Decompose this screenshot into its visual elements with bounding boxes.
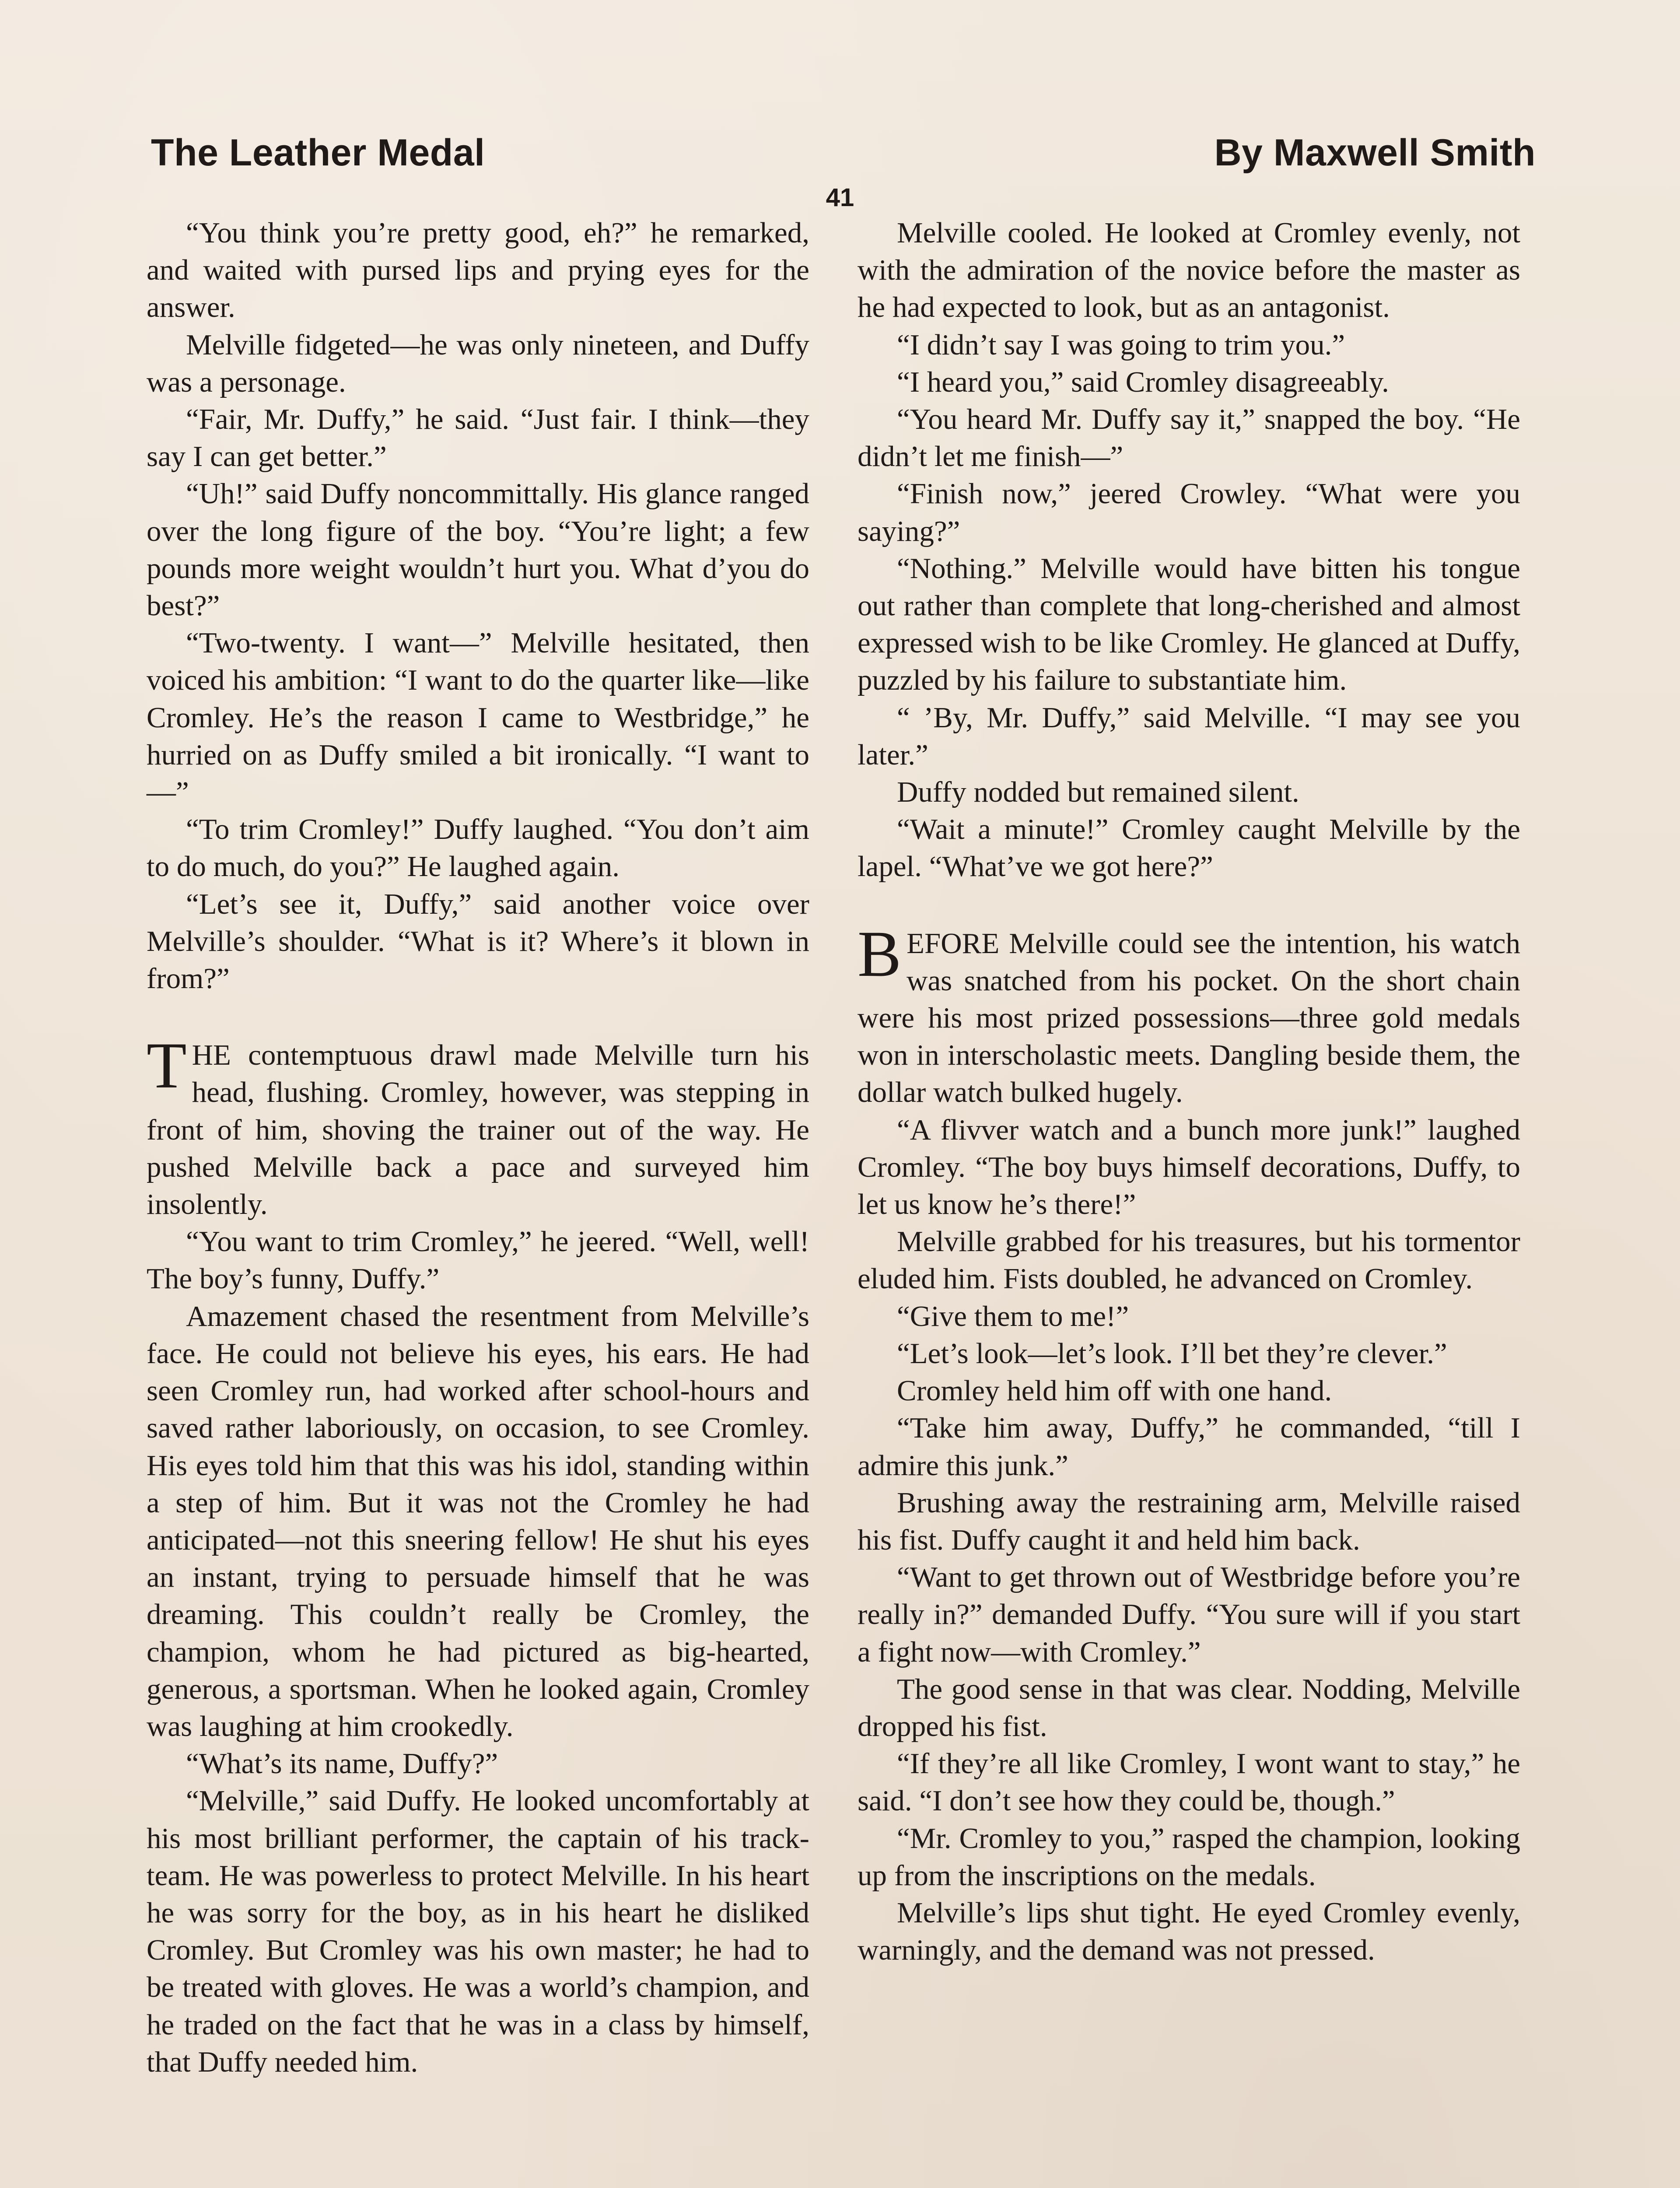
paragraph: Melville fidgeted—he was only nineteen, and Duffy was a personage. (147, 328, 809, 398)
paragraph: “What’s its name, Duffy?” (186, 1747, 498, 1780)
right-column (858, 214, 1520, 1969)
paragraph: “Let’s see it, Duffy,” said another voice over Melville’s shoulder. “What is it? Where’s it blown in from?” (147, 887, 809, 995)
paragraph: “ ’By, Mr. Duffy,” said Melville. “I may see you later.” (858, 701, 1520, 771)
paragraph: Melville grabbed for his treasures, but his tormentor eluded him. Fists doubled, he advanced on Cromley. (858, 1225, 1520, 1295)
paragraph: “Wait a minute!” Cromley caught Melville by the lapel. “What’ve we got here?” (858, 813, 1520, 883)
paragraph: “A flivver watch and a bunch more junk!” laughed Cromley. “The boy buys himself decorations, Duffy, to let us know he’s there!” (858, 1113, 1520, 1221)
paragraph: “Fair, Mr. Duffy,” he said. “Just fair. I think—they say I can get better.” (147, 403, 809, 473)
paragraph: “Mr. Cromley to you,” rasped the champion, looking up from the inscriptions on the medals. (858, 1822, 1520, 1892)
paragraph: “Uh!” said Duffy noncommittally. His glance ranged over the long figure of the boy. “You’re light; a few pounds more weight wouldn’t hurt you. What d’you do best?” (147, 477, 809, 622)
paragraph: Melville’s lips shut tight. He eyed Cromley evenly, warningly, and the demand was not pressed. (858, 1896, 1520, 1967)
paragraph: Amazement chased the resentment from Melville’s face. He could not believe his eyes, his ears. He had seen Cromley run, had worked after school-hours and saved rather laboriously, on occasion, to see Cromley. His eyes told him that this was his idol, standing within a step of him. But it was not the Cromley he had anticipated—not this sneering fellow! He shut his eyes an instant, trying to persuade himself that he was dreaming. This couldn’t really be Cromley, the champion, whom he had pictured as big-hearted, generous, a sportsman. When he looked again, Cromley was laughing at him crookedly. (147, 1300, 809, 1743)
paragraph-text: HE contemptuous drawl made Melville turn his head, flushing. Cromley, however, was stepping in front of him, shoving the trainer out of the way. He pushed Melville back a pace and surveyed him insolently. (147, 1039, 809, 1221)
paragraph: Cromley held him off with one hand. (897, 1375, 1332, 1407)
paragraph: Melville cooled. He looked at Cromley evenly, not with the admiration of the novice before the master as he had expected to look, but as an antagonist. (858, 217, 1520, 324)
paragraph: “I heard you,” said Cromley disagreeably. (897, 365, 1389, 398)
paragraph: Duffy nodded but remained silent. (897, 776, 1299, 809)
paragraph: “Give them to me!” (897, 1300, 1129, 1332)
drop-cap: B (858, 917, 902, 990)
drop-cap: T (147, 1029, 187, 1102)
section-break (147, 997, 809, 1037)
paragraph: “Take him away, Duffy,” he commanded, “till I admire this junk.” (858, 1412, 1520, 1482)
author-byline: By Maxwell Smith (1214, 132, 1536, 174)
paragraph: “You heard Mr. Duffy say it,” snapped the boy. “He didn’t let me finish—” (858, 403, 1520, 473)
paragraph: “Want to get thrown out of Westbridge before you’re really in?” demanded Duffy. “You sure will if you start a fight now—with Cromley.” (858, 1561, 1520, 1668)
paragraph: “You want to trim Cromley,” he jeered. “Well, well! The boy’s funny, Duffy.” (147, 1225, 809, 1295)
paragraph: “Melville,” said Duffy. He looked uncomfortably at his most brilliant performer, the captain of his track-team. He was powerless to protect Melville. In his heart he was sorry for the boy, as in his heart he disliked Cromley. But Cromley was his own master; he had to be treated with gloves. He was a world’s champion, and he traded on the fact that he was in a class by himself, that Duffy needed him. (147, 1785, 809, 2078)
paragraph: “Let’s look—let’s look. I’ll bet they’re clever.” (897, 1337, 1447, 1370)
paragraph: “To trim Cromley!” Duffy laughed. “You don’t aim to do much, do you?” He laughed again. (147, 813, 809, 883)
story-title: The Leather Medal (151, 132, 485, 174)
paragraph: “If they’re all like Cromley, I wont want to stay,” he said. “I don’t see how they could be, though.” (858, 1747, 1520, 1817)
paragraph: Brushing away the restraining arm, Melville raised his fist. Duffy caught it and held him back. (858, 1486, 1520, 1556)
page-number: 41 (826, 183, 854, 212)
paragraph: “I didn’t say I was going to trim you.” (897, 328, 1345, 361)
paragraph: “You think you’re pretty good, eh?” he remarked, and waited with pursed lips and prying eyes for the answer. (147, 217, 809, 324)
section-break (858, 886, 1520, 925)
paragraph: “Two-twenty. I want—” Melville hesitated, then voiced his ambition: “I want to do the quarter like—like Cromley. He’s the reason I came to Westbridge,” he hurried on as Duffy smiled a bit ironically. “I want to—” (147, 627, 809, 809)
dropcap-paragraph (147, 1029, 809, 1223)
paragraph: The good sense in that was clear. Nodding, Melville dropped his fist. (858, 1673, 1520, 1743)
paragraph: “Nothing.” Melville would have bitten his tongue out rather than complete that long-cherished and almost expressed wish to be like Cromley. He glanced at Duffy, puzzled by his failure to substantiate him. (858, 552, 1520, 697)
dropcap-paragraph (858, 917, 1520, 1112)
paragraph: “Finish now,” jeered Crowley. “What were you saying?” (858, 477, 1520, 547)
left-column (147, 214, 809, 2081)
page-header (151, 131, 1536, 184)
paragraph-text: EFORE Melville could see the intention, his watch was snatched from his pocket. On the short chain were his most prized possessions—three gold medals won in interscholastic meets. Dangling beside them, the dollar watch bulked hugely. (858, 927, 1520, 1109)
